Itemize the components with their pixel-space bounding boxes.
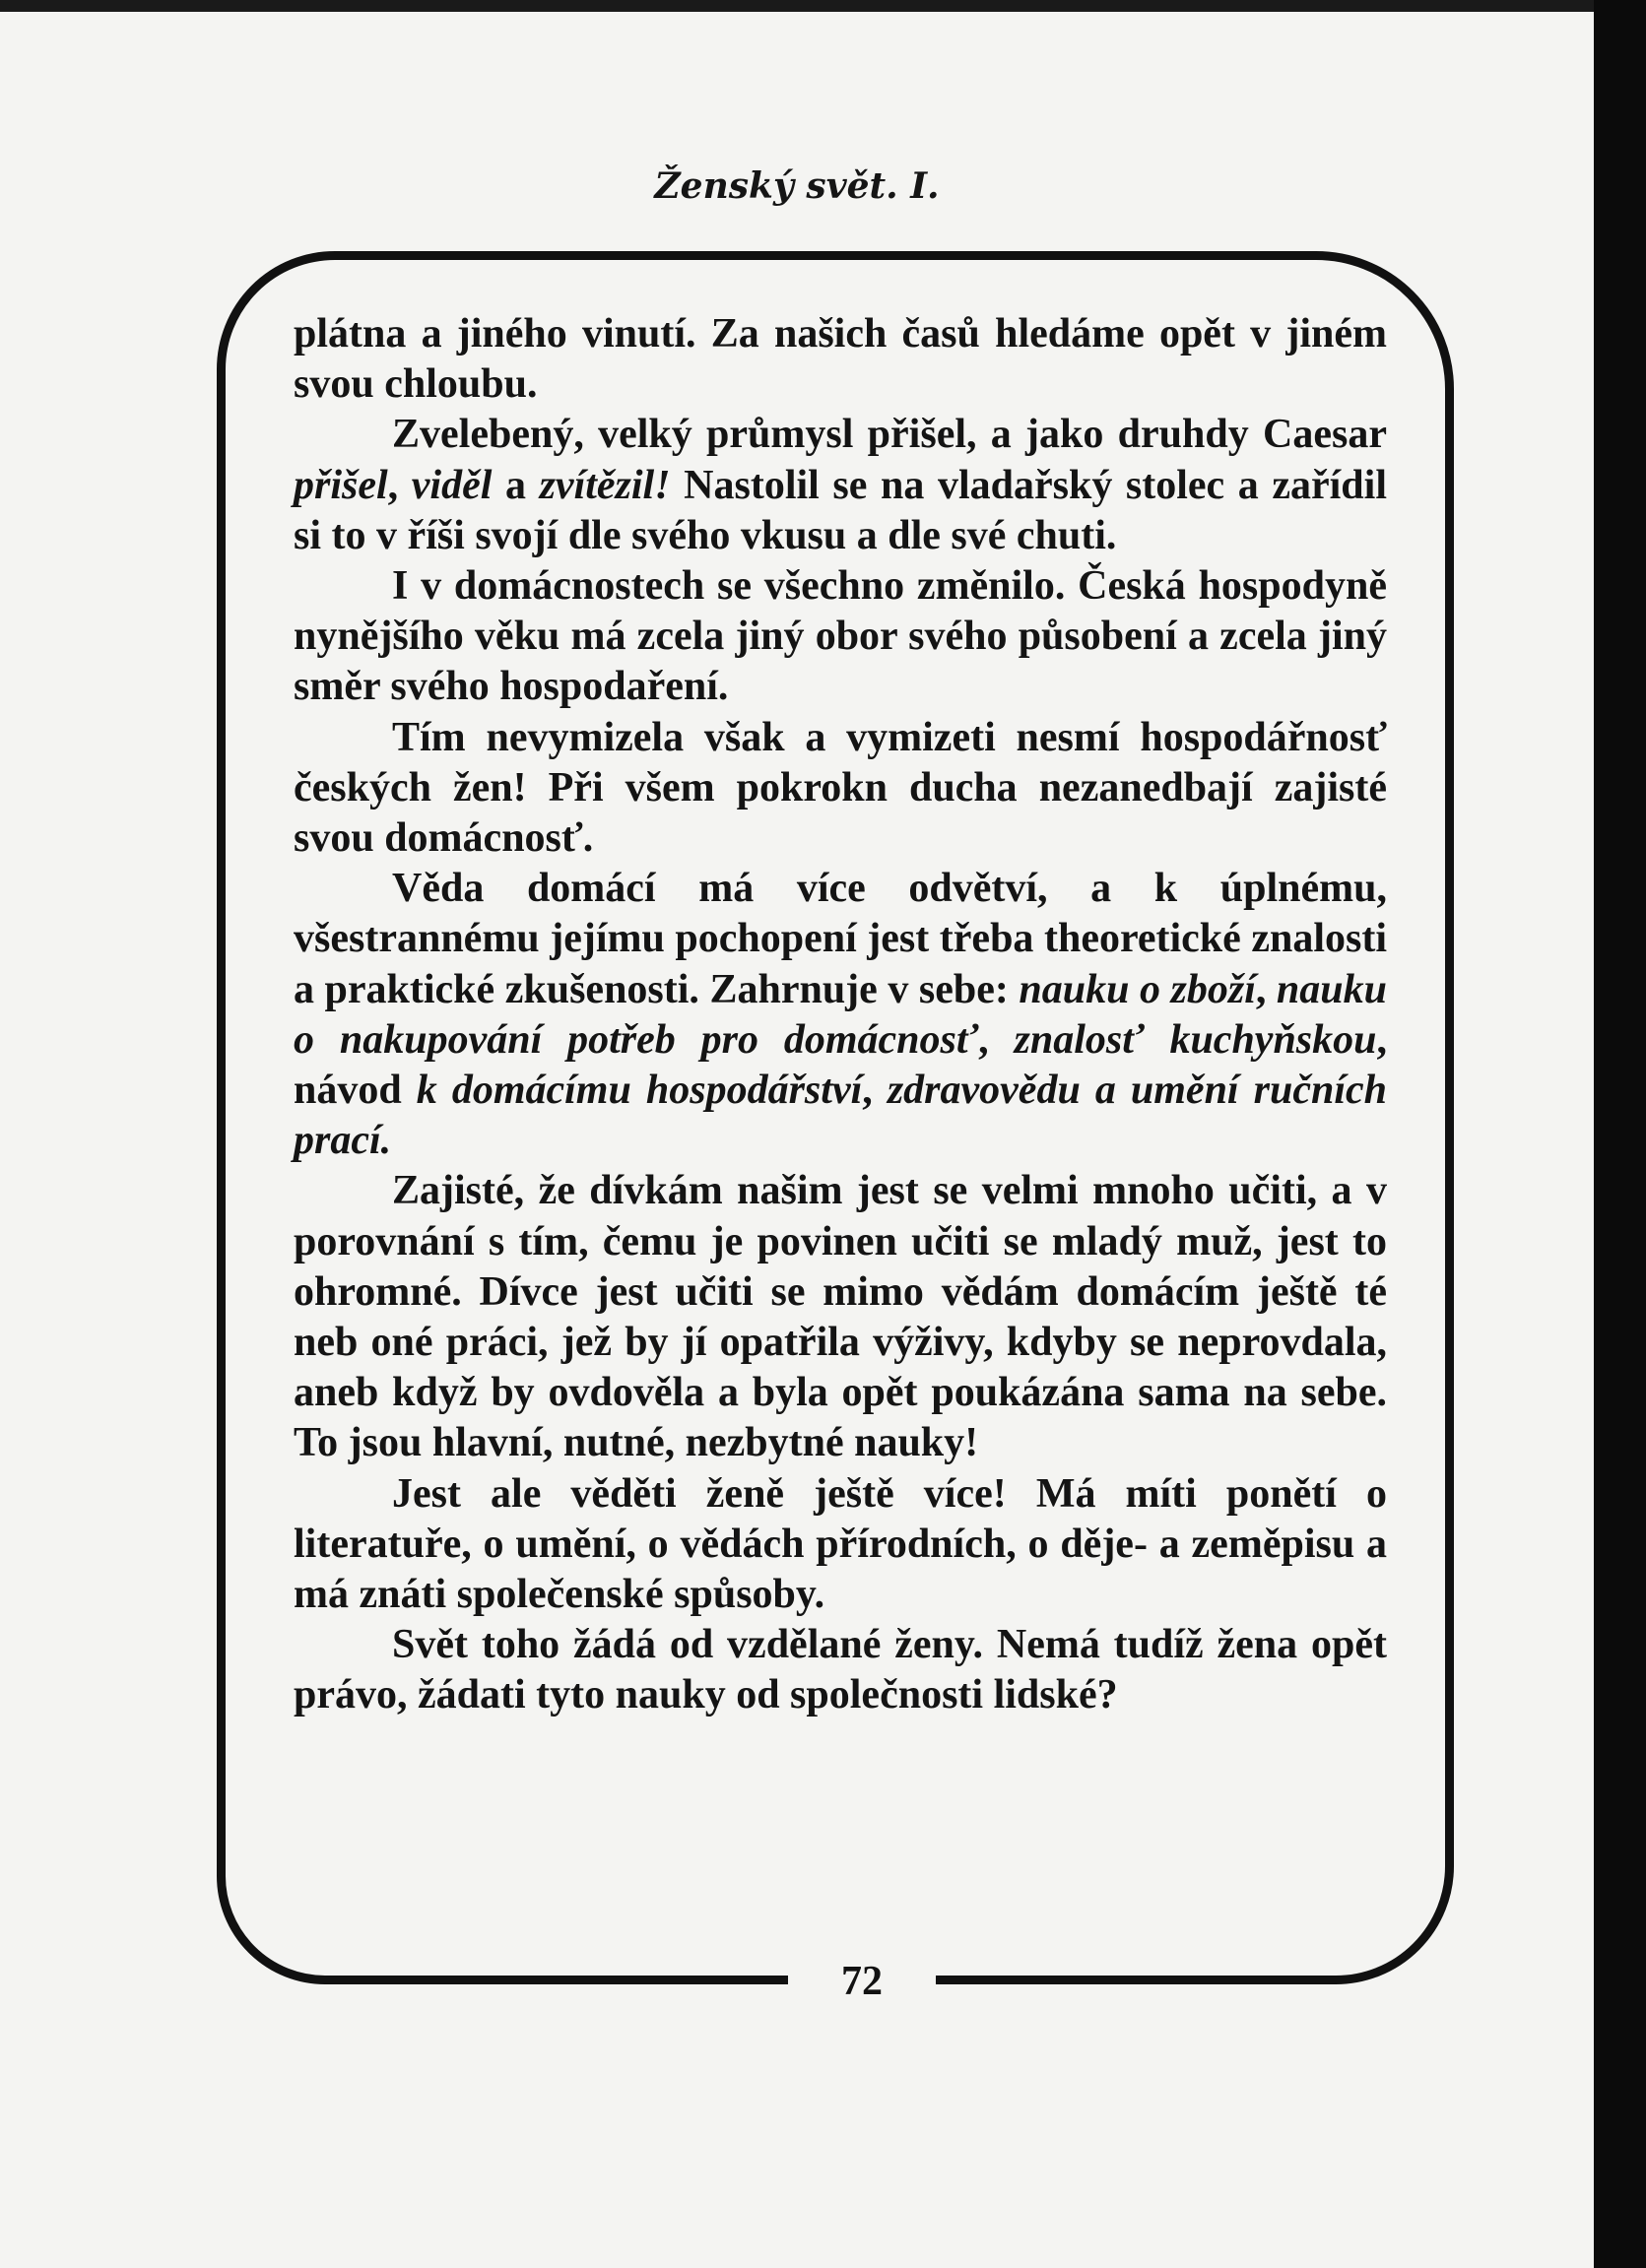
text-run: I v domácnostech se všechno změnilo. Česká hospodyně nynějšího věku má zcela jiný obor svého působení a zcela jiný směr svého hospodaření. [294,563,1387,710]
italic-term: viděl [411,462,493,508]
paragraph [294,713,1387,865]
paragraph [294,1166,1387,1468]
text-run: Svět toho žádá od vzdělané ženy. Nemá tudíž žena opět právo, žádati tyto nauky od společnosti lidské? [294,1622,1387,1718]
text-run: , [862,1068,888,1114]
text-run: , [387,462,412,508]
italic-term: přišel [294,462,388,508]
italic-term: zvítězil! [539,462,671,508]
text-run: , [978,1016,1015,1063]
running-head: Ženský svět. I. [654,165,940,207]
paragraph [294,561,1387,713]
text-run: , návod [294,1016,1388,1114]
paragraph [294,410,1387,561]
page-number: 72 [841,1959,883,2004]
italic-term: k domácímu hospodářství [416,1068,863,1114]
text-run: , [1255,966,1277,1012]
body-text [294,309,1387,1721]
text-run: Jest ale věděti ženě ještě více! Má míti ponětí o literatuře, o umění, o vědách přírodních, o děje- a zeměpisu a má znáti společenské spůsoby. [294,1470,1387,1618]
paragraph [294,1620,1387,1720]
paragraph [294,1469,1387,1621]
scan-right-edge [1594,0,1646,2268]
italic-term: nauku o zboží [1019,966,1256,1012]
italic-term: zdravovědu a umění ručních prací. [294,1068,1388,1164]
paragraph [294,864,1387,1166]
text-run: Nastolil se na vladařský stolec a zařídil si to v říši svojí dle svého vkusu a dle své chuti. [294,462,1388,558]
text-run: plátna a jiného vinutí. Za našich časů hledáme opět v jiném svou chloubu. [294,311,1387,408]
text-run: Věda domácí má více odvětví, a k úplnému, všestrannému jejímu pochopení jest třeba theoretické znalosti a praktické zkušenosti. Zahrnuje v sebe: [294,866,1387,1012]
text-run: Zajisté, že dívkám našim jest se velmi mnoho učiti, a v porovnání s tím, čemu je povinen učiti se mladý muž, jest to ohromné. Dívce jest učiti se mimo vědám domácím ještě té neb oné práci, jež by jí opatřila výživy, kdyby se neprovdala, aneb když by ovdověla a byla opět poukázána sama na sebe. To jsou hlavní, nutné, nezbytné nauky! [294,1168,1387,1466]
italic-term: znalosť kuchyňskou [1014,1016,1377,1063]
paragraph [294,309,1387,410]
italic-term: nauku o nakupování potřeb pro domácnosť [294,966,1387,1063]
text-run: a [492,462,540,508]
scan-top-edge [0,0,1646,12]
text-run: Tím nevymizela však a vymizeti nesmí hospodářnosť českých žen! Při všem pokrokn ducha nezanedbají zajisté svou domácnosť. [294,714,1387,862]
text-run: Zvelebený, velký průmysl přišel, a jako druhdy Caesar [392,412,1387,458]
